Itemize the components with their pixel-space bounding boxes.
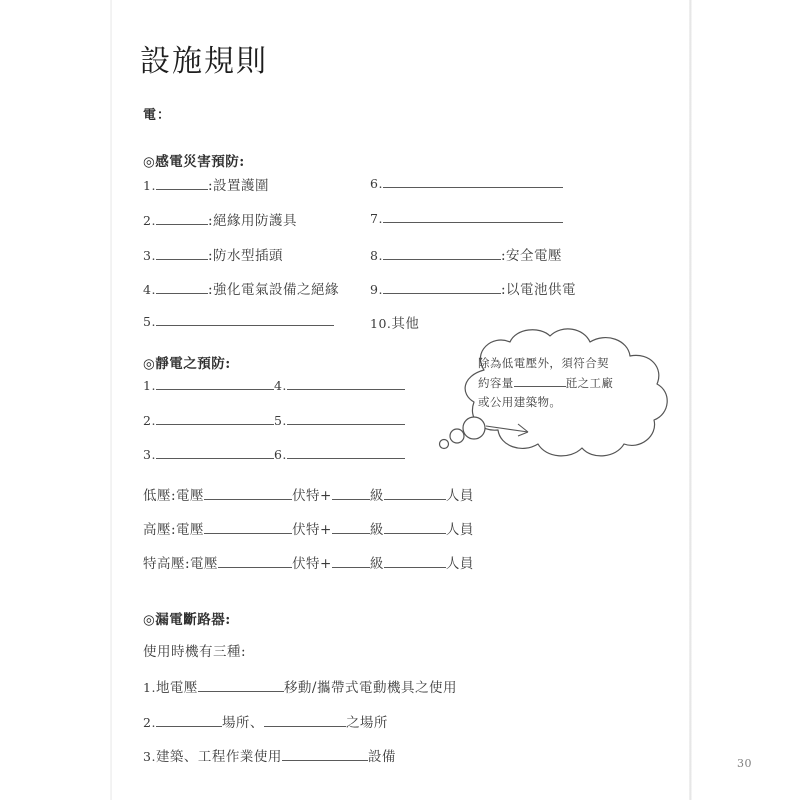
shock-item-2-number: 2.: [143, 213, 156, 228]
subject-heading: 電：: [143, 108, 172, 123]
page-number: 30: [737, 757, 752, 770]
breaker-item-2-blank-2[interactable]: [264, 713, 346, 727]
high-voltage-staff-blank[interactable]: [384, 520, 446, 534]
shock-item-1: [143, 174, 269, 194]
shock-item-10: [370, 312, 419, 332]
static-row-2: [143, 411, 405, 428]
breaker-intro-text: 使用時機有三種:: [143, 644, 247, 660]
shock-item-9-blank[interactable]: [383, 280, 501, 294]
shock-item-4: [143, 278, 339, 298]
shock-item-7-blank[interactable]: [383, 209, 563, 223]
low-voltage-staff-label: 人員: [445, 488, 474, 504]
shock-item-4-blank[interactable]: [156, 280, 208, 294]
high-voltage-label: 高壓:電壓: [143, 522, 205, 538]
static-item-2-number: 2.: [143, 413, 156, 428]
breaker-item-3-number: 3.: [143, 749, 156, 764]
static-item-4-number: 4.: [273, 378, 287, 393]
breaker-item-3-blank-1[interactable]: [282, 747, 368, 761]
shock-item-5: [143, 312, 334, 329]
bubble-blank-field[interactable]: [514, 373, 566, 387]
breaker-item-2-number: 2.: [143, 715, 156, 730]
shock-item-2-label: :絕緣用防護具: [207, 213, 297, 229]
shock-item-3: [143, 244, 283, 264]
shock-item-10-label: 其他: [391, 316, 420, 332]
section-heading-static-prevention: ◎靜電之預防:: [143, 356, 231, 372]
shock-item-7: [370, 209, 563, 226]
shock-item-3-blank[interactable]: [156, 246, 208, 260]
shock-item-5-number: 5.: [143, 314, 156, 329]
breaker-item-3-mid: 設備: [367, 749, 396, 765]
thought-bubble-text: [478, 354, 618, 412]
low-voltage-volts-blank[interactable]: [204, 486, 292, 500]
shock-item-9-label: :以電池供電: [500, 282, 576, 298]
thought-bubble: [424, 326, 690, 462]
extra-high-voltage-row: [143, 552, 474, 572]
static-item-4-blank[interactable]: [287, 376, 405, 390]
breaker-item-3: [143, 745, 396, 765]
low-voltage-staff-blank[interactable]: [384, 486, 446, 500]
breaker-item-3-pre: 建築、工程作業使用: [155, 749, 282, 765]
static-item-3-number: 3.: [143, 447, 156, 462]
breaker-item-1-mid: 移動/攜帶式電動機具之使用: [283, 680, 457, 696]
low-voltage-unit: 伏特+: [292, 488, 332, 504]
section-heading-electric-shock-prevention: ◎感電災害預防:: [143, 154, 245, 170]
low-voltage-grade-label: 級: [369, 488, 384, 504]
shock-item-1-blank[interactable]: [156, 176, 208, 190]
shock-item-6-number: 6.: [370, 176, 383, 191]
static-item-1-blank[interactable]: [156, 376, 274, 390]
static-item-5-number: 5.: [273, 413, 287, 428]
static-item-1-number: 1.: [143, 378, 156, 393]
shock-item-2: [143, 209, 297, 229]
low-voltage-label: 低壓:電壓: [143, 488, 205, 504]
shock-item-6: [370, 174, 563, 191]
shock-item-2-blank[interactable]: [156, 211, 208, 225]
extra-high-voltage-label: 特高壓:電壓: [143, 556, 219, 572]
extra-high-voltage-staff-blank[interactable]: [384, 554, 446, 568]
breaker-item-2-mid: 場所、: [221, 715, 264, 731]
page-gutter-left: [110, 0, 112, 800]
shock-item-4-number: 4.: [143, 282, 156, 297]
shock-item-7-number: 7.: [370, 211, 383, 226]
shock-item-8-label: :安全電壓: [500, 248, 562, 264]
shock-item-4-label: :強化電氣設備之絕緣: [207, 282, 339, 298]
breaker-item-2: [143, 711, 388, 731]
shock-item-5-blank[interactable]: [156, 312, 334, 326]
extra-high-voltage-grade-blank[interactable]: [332, 554, 370, 568]
shock-item-8-blank[interactable]: [383, 246, 501, 260]
bubble-line-2-pre: 約容量: [478, 376, 514, 390]
breaker-item-1: [143, 676, 457, 696]
high-voltage-grade-blank[interactable]: [332, 520, 370, 534]
breaker-item-1-blank-1[interactable]: [198, 678, 284, 692]
low-voltage-grade-blank[interactable]: [332, 486, 370, 500]
high-voltage-staff-label: 人員: [445, 522, 474, 538]
shock-item-9-number: 9.: [370, 282, 383, 297]
low-voltage-row: [143, 484, 474, 504]
static-item-6-number: 6.: [273, 447, 287, 462]
shock-item-10-number: 10.: [370, 316, 392, 331]
shock-item-8-number: 8.: [370, 248, 383, 263]
high-voltage-grade-label: 級: [369, 522, 384, 538]
bubble-line-1: 除為低電壓外，須符合契: [478, 356, 609, 370]
static-row-3: [143, 445, 405, 462]
bubble-line-2-post: 瓩之工廠: [565, 376, 614, 390]
static-item-2-blank[interactable]: [156, 411, 274, 425]
static-item-3-blank[interactable]: [156, 445, 274, 459]
breaker-item-2-blank-1[interactable]: [156, 713, 222, 727]
high-voltage-row: [143, 518, 474, 538]
shock-item-1-number: 1.: [143, 178, 156, 193]
static-item-5-blank[interactable]: [287, 411, 405, 425]
bubble-line-2: [478, 373, 618, 393]
section-heading-earth-leakage-breaker: ◎漏電斷路器:: [143, 612, 231, 628]
static-row-1: [143, 376, 405, 393]
shock-item-1-label: :設置護圍: [207, 178, 269, 194]
breaker-item-2-post: 之場所: [345, 715, 388, 731]
shock-item-9: [370, 278, 576, 298]
extra-high-voltage-grade-label: 級: [369, 556, 384, 572]
page-title: 設施規則: [140, 44, 268, 79]
breaker-item-1-number: 1.: [143, 680, 156, 695]
shock-item-3-label: :防水型插頭: [207, 248, 283, 264]
shock-item-6-blank[interactable]: [383, 174, 563, 188]
high-voltage-unit: 伏特+: [292, 522, 332, 538]
shock-item-3-number: 3.: [143, 248, 156, 263]
extra-high-voltage-staff-label: 人員: [445, 556, 474, 572]
extra-high-voltage-unit: 伏特+: [292, 556, 332, 572]
bubble-line-3: 或公用建築物。: [478, 395, 562, 409]
breaker-item-1-pre: 地電壓: [155, 680, 198, 696]
extra-high-voltage-volts-blank[interactable]: [218, 554, 292, 568]
static-item-6-blank[interactable]: [287, 445, 405, 459]
shock-item-8: [370, 244, 562, 264]
high-voltage-volts-blank[interactable]: [204, 520, 292, 534]
